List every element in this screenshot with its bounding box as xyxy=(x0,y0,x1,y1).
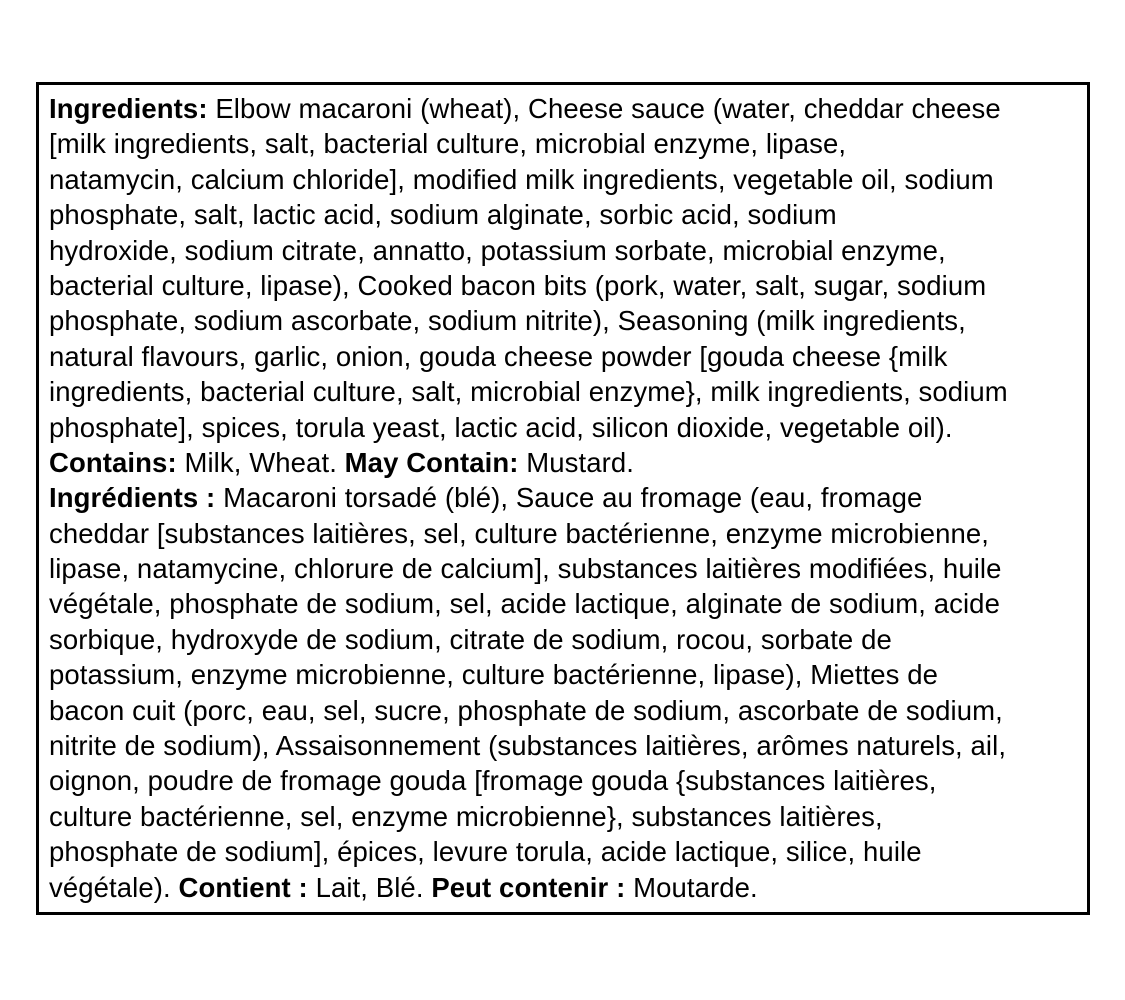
label-segment: végétale). xyxy=(49,871,179,903)
label-segment: Macaroni torsadé (blé), Sauce au fromage (eau, fromage xyxy=(223,482,923,514)
label-segment: potassium, enzyme microbienne, culture bactérienne, lipase), Miettes de xyxy=(49,659,939,691)
label-line xyxy=(49,763,1079,798)
label-segment: végétale, phosphate de sodium, sel, acide lactique, alginate de sodium, acide xyxy=(49,588,1000,620)
label-segment-bold: Ingredients: xyxy=(49,93,216,124)
label-line xyxy=(49,445,1079,480)
label-segment: Lait, Blé. xyxy=(315,871,432,903)
label-segment: phosphate de sodium], épices, levure torula, acide lactique, silice, huile xyxy=(49,836,922,868)
label-line xyxy=(49,551,1079,586)
label-segment: Milk, Wheat. xyxy=(184,446,345,478)
label-line xyxy=(49,303,1079,338)
label-line xyxy=(49,657,1079,692)
label-line xyxy=(49,162,1079,197)
label-segment: natamycin, calcium chloride], modified milk ingredients, vegetable oil, sodium xyxy=(49,163,994,195)
label-segment: ingredients, bacterial culture, salt, microbial enzyme}, milk ingredients, sodium xyxy=(49,376,1008,408)
label-segment: nitrite de sodium), Assaisonnement (substances laitières, arômes naturels, ail, xyxy=(49,730,1007,762)
ingredients-text xyxy=(49,91,1079,905)
label-line xyxy=(49,586,1079,621)
label-segment: lipase, natamycine, chlorure de calcium], substances laitières modifiées, huile xyxy=(49,553,1002,585)
label-segment: cheddar [substances laitières, sel, culture bactérienne, enzyme microbienne, xyxy=(49,517,990,549)
label-line xyxy=(49,693,1079,728)
label-line xyxy=(49,622,1079,657)
label-segment: Elbow macaroni (wheat), Cheese sauce (water, cheddar cheese xyxy=(215,93,1001,124)
label-segment-bold: Ingrédients : xyxy=(49,482,224,514)
label-line xyxy=(49,197,1079,232)
label-segment-bold: Peut contenir : xyxy=(431,871,634,903)
label-line xyxy=(49,410,1079,445)
label-segment: hydroxide, sodium citrate, annatto, potassium sorbate, microbial enzyme, xyxy=(49,234,946,266)
label-segment: oignon, poudre de fromage gouda [fromage gouda {substances laitières, xyxy=(49,765,937,797)
label-segment-bold: Contains: xyxy=(49,446,185,478)
label-segment: bacon cuit (porc, eau, sel, sucre, phosphate de sodium, ascorbate de sodium, xyxy=(49,694,1003,726)
label-line xyxy=(49,126,1079,161)
label-segment: natural flavours, garlic, onion, gouda cheese powder [gouda cheese {milk xyxy=(49,340,948,372)
ingredients-label-box xyxy=(36,82,1090,915)
label-line xyxy=(49,516,1079,551)
label-segment: phosphate, salt, lactic acid, sodium alginate, sorbic acid, sodium xyxy=(49,199,837,231)
label-segment: [milk ingredients, salt, bacterial culture, microbial enzyme, lipase, xyxy=(49,128,847,160)
label-line xyxy=(49,834,1079,869)
label-segment: bacterial culture, lipase), Cooked bacon bits (pork, water, salt, sugar, sodium xyxy=(49,269,987,301)
label-line xyxy=(49,91,1079,126)
label-segment-bold: Contient : xyxy=(178,871,316,903)
label-line xyxy=(49,870,1079,905)
label-line xyxy=(49,799,1079,834)
label-line xyxy=(49,728,1079,763)
label-segment: sorbique, hydroxyde de sodium, citrate de sodium, rocou, sorbate de xyxy=(49,623,892,655)
label-segment: phosphate], spices, torula yeast, lactic acid, silicon dioxide, vegetable oil). xyxy=(49,411,953,443)
label-segment-bold: May Contain: xyxy=(344,446,527,478)
label-line xyxy=(49,268,1079,303)
label-segment: Moutarde. xyxy=(633,871,758,903)
label-segment: culture bactérienne, sel, enzyme microbienne}, substances laitières, xyxy=(49,800,883,832)
label-line xyxy=(49,374,1079,409)
label-segment: phosphate, sodium ascorbate, sodium nitrite), Seasoning (milk ingredients, xyxy=(49,305,966,337)
label-line xyxy=(49,233,1079,268)
label-line xyxy=(49,480,1079,515)
label-line xyxy=(49,339,1079,374)
label-segment: Mustard. xyxy=(526,446,635,478)
